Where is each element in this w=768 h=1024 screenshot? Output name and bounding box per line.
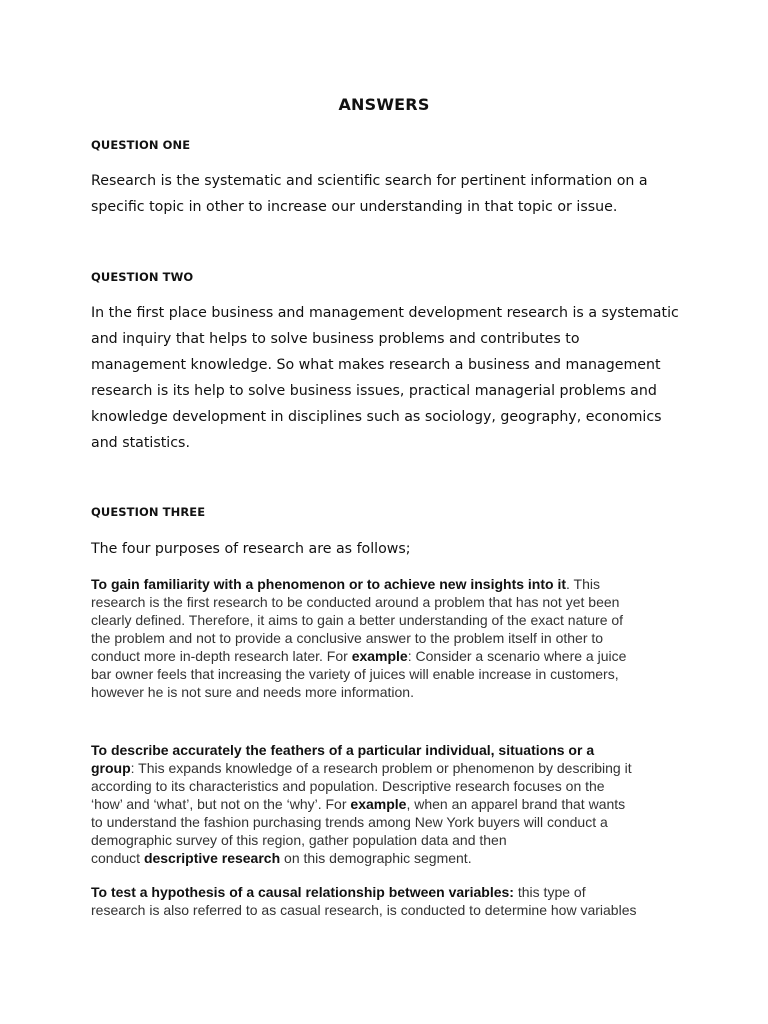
paragraph-text: , when an apparel brand that wants bbox=[406, 796, 626, 812]
paragraph-text: this type of bbox=[513, 884, 586, 900]
paragraph-text: : Consider a scenario where a juice bbox=[407, 648, 627, 664]
purpose-two-paragraph bbox=[91, 741, 691, 867]
answer-line: In the first place business and management development research is a systematic bbox=[91, 305, 679, 321]
paragraph-line: however he is not sure and needs more information. bbox=[91, 684, 414, 700]
answer-line: and inquiry that helps to solve business problems and contributes to bbox=[91, 331, 580, 347]
paragraph-line: clearly defined. Therefore, it aims to gain a better understanding of the exact nature of bbox=[91, 612, 624, 628]
example-label: example bbox=[350, 796, 407, 812]
answer-line: Research is the systematic and scientific search for pertinent information on a bbox=[91, 173, 648, 189]
purpose-two-title-cont: group bbox=[91, 760, 131, 776]
paragraph-text: . This bbox=[566, 576, 600, 592]
question-one-heading: QUESTION ONE bbox=[91, 138, 191, 152]
question-two-heading: QUESTION TWO bbox=[91, 270, 194, 284]
paragraph-text: : This expands knowledge of a research problem or phenomenon by describing it bbox=[130, 760, 632, 776]
purpose-one-title: To gain familiarity with a phenomenon or to achieve new insights into it bbox=[91, 576, 567, 592]
question-three-intro bbox=[91, 536, 691, 562]
paragraph-line: research is also referred to as casual research, is conducted to determine how variables bbox=[91, 902, 637, 918]
paragraph-line: the problem and not to provide a conclusive answer to the problem itself in other to bbox=[91, 630, 604, 646]
answer-line: knowledge development in disciplines such as sociology, geography, economics bbox=[91, 409, 662, 425]
purpose-three-title: To test a hypothesis of a causal relationship between variables: bbox=[91, 884, 514, 900]
question-one-answer bbox=[91, 168, 691, 220]
paragraph-line: research is the first research to be conducted around a problem that has not yet been bbox=[91, 594, 620, 610]
answer-line: and statistics. bbox=[91, 435, 190, 451]
paragraph-text: ‘how’ and ‘what’, but not on the ‘why’. For bbox=[91, 796, 351, 812]
question-three-heading: QUESTION THREE bbox=[91, 505, 206, 519]
descriptive-research-term: descriptive research bbox=[143, 850, 281, 866]
paragraph-line: bar owner feels that increasing the variety of juices will enable increase in customers, bbox=[91, 666, 619, 682]
purpose-three-paragraph bbox=[91, 883, 691, 919]
intro-line: The four purposes of research are as follows; bbox=[91, 541, 411, 557]
paragraph-text: conduct bbox=[91, 850, 144, 866]
paragraph-text: on this demographic segment. bbox=[280, 850, 472, 866]
paragraph-line: to understand the fashion purchasing trends among New York buyers will conduct a bbox=[91, 814, 608, 830]
purpose-one-paragraph bbox=[91, 575, 691, 701]
page-title: ANSWERS bbox=[338, 95, 430, 114]
paragraph-line: demographic survey of this region, gather population data and then bbox=[91, 832, 507, 848]
answer-line: research is its help to solve business issues, practical managerial problems and bbox=[91, 383, 657, 399]
example-label: example bbox=[351, 648, 408, 664]
purpose-two-title: To describe accurately the feathers of a particular individual, situations or a bbox=[91, 742, 595, 758]
answer-line: specific topic in other to increase our understanding in that topic or issue. bbox=[91, 199, 618, 215]
answer-line: management knowledge. So what makes research a business and management bbox=[91, 357, 661, 373]
paragraph-line: according to its characteristics and population. Descriptive research focuses on the bbox=[91, 778, 605, 794]
paragraph-text: conduct more in-depth research later. For bbox=[91, 648, 352, 664]
question-two-answer bbox=[91, 300, 691, 456]
